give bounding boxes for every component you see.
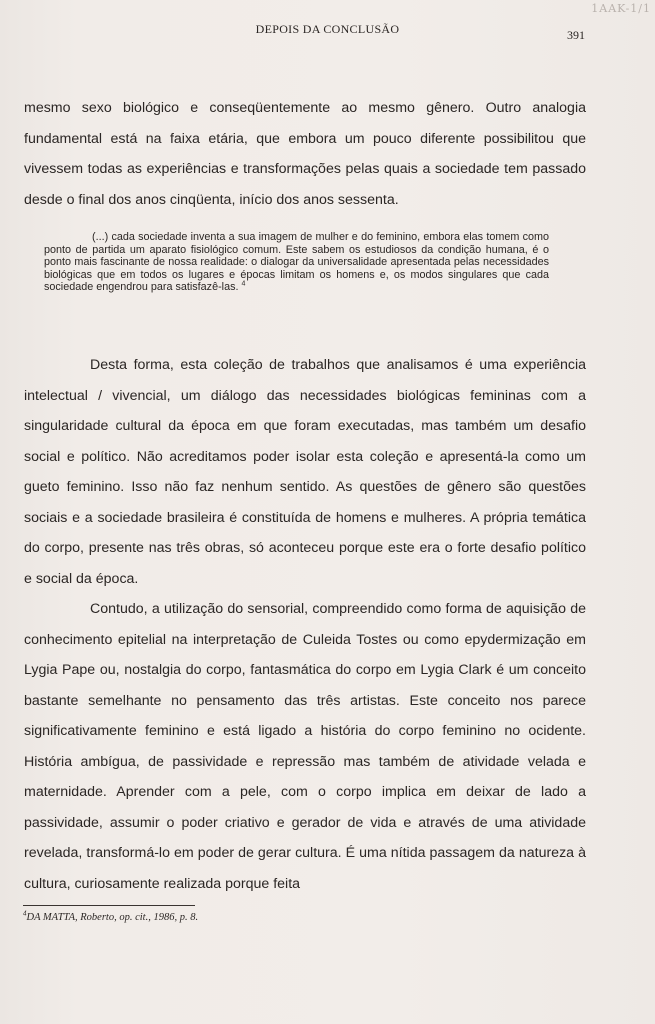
- footnote-ref: 4: [241, 280, 246, 288]
- footnote-text: DA MATTA, Roberto, op. cit., 1986, p. 8.: [26, 912, 199, 923]
- paragraph-2: Desta forma, esta coleção de trabalhos que analisamos é uma experiência intelectual / vivencial, um diálogo das necessidades biológicas femininas com a singularidade cultural da época em que foram executadas, mas também um desafio social e político. Não acreditamos poder isolar esta coleção e apresentá-la como um gueto feminino. Isso não faz nenhum sentido. As questões de gênero são questões sociais e a sociedade brasileira é constituída de homens e mulheres. A própria temática do corpo, presente nas três obras, só aconteceu porque este era o forte desafio político e social da época.: [24, 357, 586, 587]
- block-quote-text: (...) cada sociedade inventa a sua imagem de mulher e do feminino, embora elas tomem como ponto de partida um aparato fisiológico comum. Este sabem os estudiosos da condição humana, é o ponto mais fascinante de nossa realidade: o dialogar da universalidade apresentada pelas necessidades biológicas que em todos os lugares e épocas limitam os homens e, os modos singulares que cada sociedade engendrou para satisfazê-las.: [44, 231, 549, 294]
- paragraph-1: mesmo sexo biológico e conseqüentemente ao mesmo gênero. Outro analogia fundamental está na faixa etária, que embora um pouco diferente possibilitou que vivessem todas as experiências e transformações pelas quais a sociedade tem passado desde o final dos anos cinqüenta, início dos anos sessenta.: [24, 100, 586, 208]
- archive-handwritten-mark: 1AAK-1/1: [591, 2, 651, 15]
- footnote: [23, 909, 199, 923]
- running-head: DEPOIS DA CONCLUSÃO: [255, 22, 400, 36]
- block-quote: [44, 231, 549, 294]
- footnote-divider: [23, 905, 195, 906]
- footnote-number: 4: [23, 909, 27, 918]
- page-number: 391: [567, 28, 585, 42]
- paragraph-3: Contudo, a utilização do sensorial, compreendido como forma de aquisição de conhecimento epitelial na interpretação de Culeida Tostes ou como epydermização em Lygia Pape ou, nostalgia do corpo, fantasmática do corpo em Lygia Clark é um conceito bastante semelhante no pensamento das três artistas. Este conceito nos parece significativamente feminino e está ligado a história do corpo feminino no ocidente. História ambígua, de passividade e repressão mas também de atividade velada e maternidade. Aprender com a pele, com o corpo implica em deixar de lado a passividade, assumir o poder criativo e gerador de vida e através de uma atividade revelada, transformá-lo em poder de gerar cultura. É uma nítida passagem da natureza à cultura, curiosamente realizada porque feita: [24, 601, 586, 892]
